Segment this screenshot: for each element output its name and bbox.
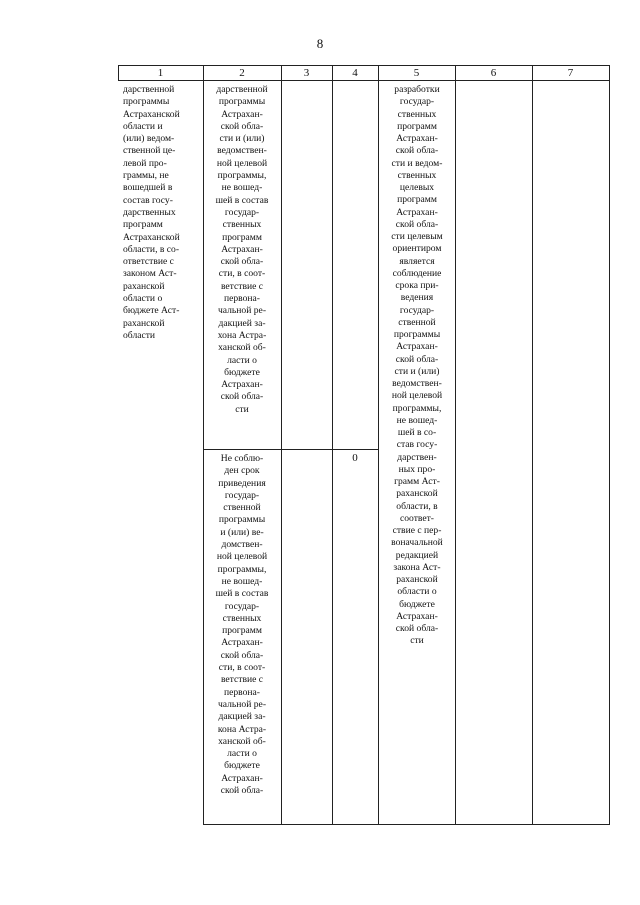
page-number: 8 [316,36,324,51]
col2-col3-divider [281,65,282,825]
col2-bottom-cell: Не соблю- ден срок приведения государ- ственной программы и (или) ве- домствен- ной целевой программы, не вошед- шей в состав государ- ственных программ Астрахан- ской обла- сти, в соот- ветствие с первона- чальной ре- дакцией за- кона Астра- ханской об- ласти о бюджете Астрахан- ской обла- [215,453,269,797]
col1-col2-divider [203,65,204,825]
col3-col4-divider [332,65,333,825]
col1-cell: дарственной программы Астраханской области и (или) ведом- ственной це- левой про- граммы, не вошедшей в состав госу- дарственных программ Астраханской области, в со- ответствие с законом Аст- раханской области о бюджете Аст- раханской области [123,84,180,341]
column-header-2: 2 [239,67,245,79]
col4-bottom-value: 0 [352,452,358,464]
col5-col6-divider [455,65,456,825]
col6-col7-divider [532,65,533,825]
column-header-4: 4 [352,67,358,79]
col2-top-cell: дарственной программы Астрахан- ской обла- сти и (или) ведомствен- ной целевой программы, не вошед- шей в состав государ- ственных программ Астрахан- ской обла- сти, в соот- ветствие с первона- чальной ре- дакцией за- хона Астра- ханской об- ласти о бюджете Астрахан- ской обла- сти [215,84,269,415]
column-header-5: 5 [413,67,420,79]
col4-col5-divider [378,65,379,825]
col5-cell: разработки государ- ственных программ Астрахан- ской обла- сти и ведом- ственных целевых программ Астрахан- ской обла- сти целевым ориентиром является соблюдение срока при- ведения государ- ственной программы Астрахан- ской обла- сти и (или) ведомствен- ной целевой программы, не вошед- шей в со- став госу- дарствен- ных про- грамм Аст- раханской области, в соответ- ствие с пер- воначальной редакцией закона Аст- раханской области о бюджете Астрахан- ской обла- сти [391,84,443,647]
header-row-border [118,80,610,81]
col2-row-divider [203,449,378,450]
table-bottom-border [203,824,610,825]
column-header-7: 7 [567,67,574,79]
column-header-3: 3 [303,67,310,79]
column-header-1: 1 [157,67,164,79]
column-header-6: 6 [490,67,497,79]
table-right-border [609,65,610,825]
